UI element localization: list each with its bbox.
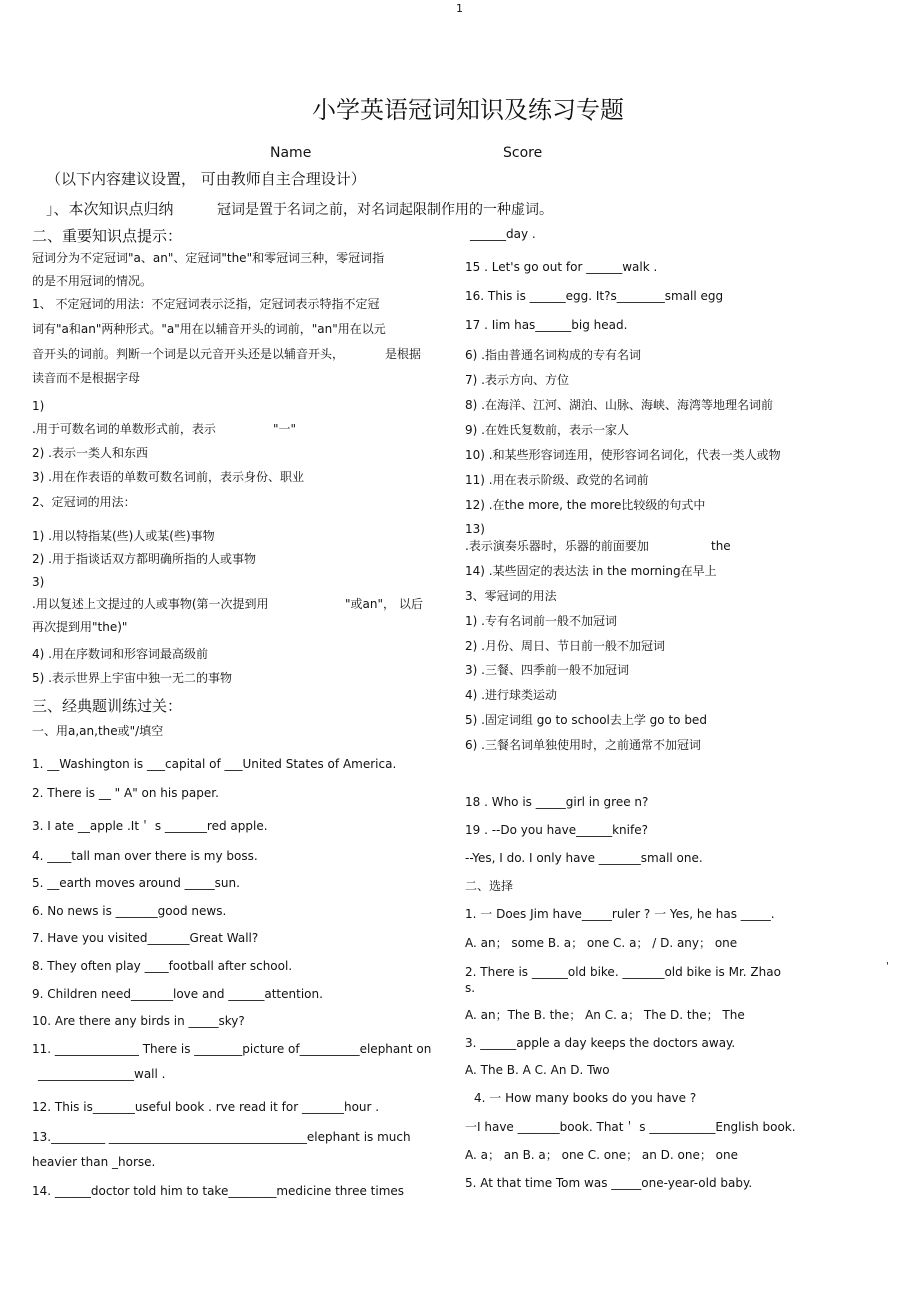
indefinite-article-line-4: 读音而不是根据字母: [32, 371, 141, 385]
choice-heading: 二、选择: [465, 879, 514, 893]
score-label: Score: [503, 145, 543, 161]
definite-use-3-number: 3): [32, 575, 45, 589]
choice-question-2: 2. There is ______old bike. _______old bike is Mr. Zhao: [465, 965, 781, 979]
definite-use-5: 5) .表示世界上宇宙中独一无二的事物: [32, 671, 232, 685]
zero-article-heading: 3、零冠词的用法: [465, 589, 557, 603]
fill-question-10: 10. Are there any birds in _____sky?: [32, 1014, 245, 1028]
section3-heading: 三、经典题训练过关：: [32, 697, 183, 715]
page-number: 1: [456, 2, 463, 15]
indefinite-article-line-2: 词有"a和an"两种形式。"a"用在以辅音开头的词前，"an"用在以元: [32, 322, 386, 336]
zero-article-use-2: 2) .月份、周日、节日前一般不加冠词: [465, 639, 665, 653]
fill-question-13-continued: heavier than _horse.: [32, 1155, 156, 1169]
fill-question-18: 18 . Who is _____girl in gree n?: [465, 795, 649, 809]
zero-article-use-3: 3) .三餐、四季前一般不加冠词: [465, 663, 629, 677]
choice-options-3: A. The B. A C. An D. Two: [465, 1063, 610, 1077]
fill-question-11-continued: ________________wall .: [38, 1067, 166, 1081]
definite-use-6: 6) .指由普通名词构成的专有名词: [465, 348, 641, 362]
section1-heading: 」、本次知识点归纳: [46, 200, 174, 218]
choice-question-4-answer: 一I have _______book. That＇ s ___________English book.: [465, 1120, 796, 1134]
fill-question-16: 16. This is ______egg. It?s________small egg: [465, 289, 724, 303]
indefinite-article-line-3-end: 是根据: [385, 347, 422, 361]
fill-question-14: 14. ______doctor told him to take________medicine three times: [32, 1184, 405, 1198]
indefinite-article-line-1: 1、 不定冠词的用法：不定冠词表示泛指，定冠词表示特指不定冠: [32, 297, 380, 311]
fill-question-5: 5. __earth moves around _____sun.: [32, 876, 240, 890]
fill-question-13: 13._________ _________________________________elephant is much: [32, 1130, 411, 1144]
fill-question-19: 19 . --Do you have______knife?: [465, 823, 648, 837]
section1-definition: 冠词是置于名词之前，对名词起限制作用的一种虚词。: [217, 202, 553, 218]
definite-use-9: 9) .在姓氏复数前，表示一家人: [465, 423, 629, 437]
zero-article-use-6: 6) .三餐名词单独使用时，之前通常不加冠词: [465, 738, 701, 752]
fill-question-14-continued: ______day .: [470, 227, 536, 241]
subtitle: （以下内容建议设置， 可由教师自主合理设计）: [46, 170, 366, 188]
fill-blank-instruction: 一、用a,an,the或"/填空: [32, 724, 164, 738]
fill-question-7: 7. Have you visited_______Great Wall?: [32, 931, 259, 945]
fill-question-8: 8. They often play ____football after school.: [32, 959, 293, 973]
definite-use-14: 14) .某些固定的表达法 in the morning在早上: [465, 564, 717, 578]
choice-question-3: 3. ______apple a day keeps the doctors away.: [465, 1036, 736, 1050]
section2-heading: 二、重要知识点提示：: [32, 227, 183, 245]
choice-question-2-continued: s.: [465, 981, 476, 995]
definite-use-10: 10) .和某些形容词连用，使形容词名词化，代表一类人或物: [465, 448, 781, 462]
definite-use-13-end: the: [711, 539, 731, 553]
definite-use-3-continued: 再次提到用"the)": [32, 620, 128, 634]
zero-article-use-1: 1) .专有名词前一般不加冠词: [465, 614, 617, 628]
fill-question-19-answer: --Yes, I do. I only have _______small one.: [465, 851, 703, 865]
fill-question-9: 9. Children need_______love and ______attention.: [32, 987, 323, 1001]
name-label: Name: [270, 145, 312, 161]
definite-use-4: 4) .用在序数词和形容词最高级前: [32, 647, 208, 661]
indefinite-use-2: 2) .表示一类人和东西: [32, 446, 148, 460]
definite-use-1: 1) .用以特指某(些)人或某(些)事物: [32, 529, 215, 543]
section2-intro-line-1: 冠词分为不定冠词"a、an"、定冠词"the"和零冠词三种，零冠词指: [32, 251, 385, 265]
choice-options-2: A. an；The B. the； An C. a； The D. the； The: [465, 1008, 745, 1022]
indefinite-use-3: 3) .用在作表语的单数可数名词前，表示身份、职业: [32, 470, 304, 484]
definite-use-3: .用以复述上文提过的人或事物(第一次提到用: [32, 597, 269, 611]
choice-question-1: 1. 一 Does Jim have_____ruler ? 一 Yes, he has _____.: [465, 907, 775, 921]
fill-question-2: 2. There is __ " A" on his paper.: [32, 786, 219, 800]
indefinite-use-1: .用于可数名词的单数形式前，表示: [32, 422, 216, 436]
definite-use-8: 8) .在海洋、江河、湖泊、山脉、海峡、海湾等地理名词前: [465, 398, 773, 412]
definite-use-13-number: 13): [465, 522, 485, 536]
fill-question-4: 4. ____tall man over there is my boss.: [32, 849, 258, 863]
choice-question-5: 5. At that time Tom was _____one-year-old baby.: [465, 1176, 753, 1190]
definite-use-7: 7) .表示方向、方位: [465, 373, 569, 387]
choice-options-1: A. an； some B. a； one C. a； / D. any； one: [465, 936, 738, 950]
zero-article-use-5: 5) .固定词组 go to school去上学 go to bed: [465, 713, 707, 727]
fill-question-1: 1. __Washington is ___capital of ___United States of America.: [32, 757, 397, 771]
definite-use-12: 12) .在the more, the more比较级的句式中: [465, 498, 706, 512]
zero-article-use-4: 4) .进行球类运动: [465, 688, 557, 702]
definite-use-3-end: "或an"， 以后: [345, 597, 423, 611]
definite-use-13: .表示演奏乐器时，乐器的前面要加: [465, 539, 649, 553]
choice-question-4: 4. 一 How many books do you have ?: [474, 1091, 697, 1105]
fill-question-12: 12. This is_______useful book . rve read it for _______hour .: [32, 1100, 380, 1114]
definite-use-2: 2) .用于指谈话双方都明确所指的人或事物: [32, 552, 256, 566]
indefinite-use-1-quote: "一": [273, 422, 297, 436]
stray-mark: ': [886, 961, 889, 972]
fill-question-15: 15 . Let's go out for ______walk .: [465, 260, 658, 274]
page-title: 小学英语冠词知识及练习专题: [312, 96, 624, 124]
fill-question-11: 11. ______________ There is ________picture of__________elephant on: [32, 1042, 432, 1056]
fill-question-17: 17 . Iim has______big head.: [465, 318, 628, 332]
section2-intro-line-2: 的是不用冠词的情况。: [32, 274, 153, 288]
definite-article-heading: 2、定冠词的用法：: [32, 495, 136, 509]
indefinite-use-1-number: 1): [32, 399, 45, 413]
definite-use-11: 11) .用在表示阶级、政党的名词前: [465, 473, 649, 487]
indefinite-article-line-3: 音开头的词前。判断一个词是以元音开头还是以辅音开头，: [32, 347, 345, 361]
fill-question-3: 3. I ate __apple .It＇ s _______red apple.: [32, 819, 268, 833]
fill-question-6: 6. No news is _______good news.: [32, 904, 227, 918]
choice-options-4: A. a； an B. a； one C. one； an D. one； one: [465, 1148, 739, 1162]
